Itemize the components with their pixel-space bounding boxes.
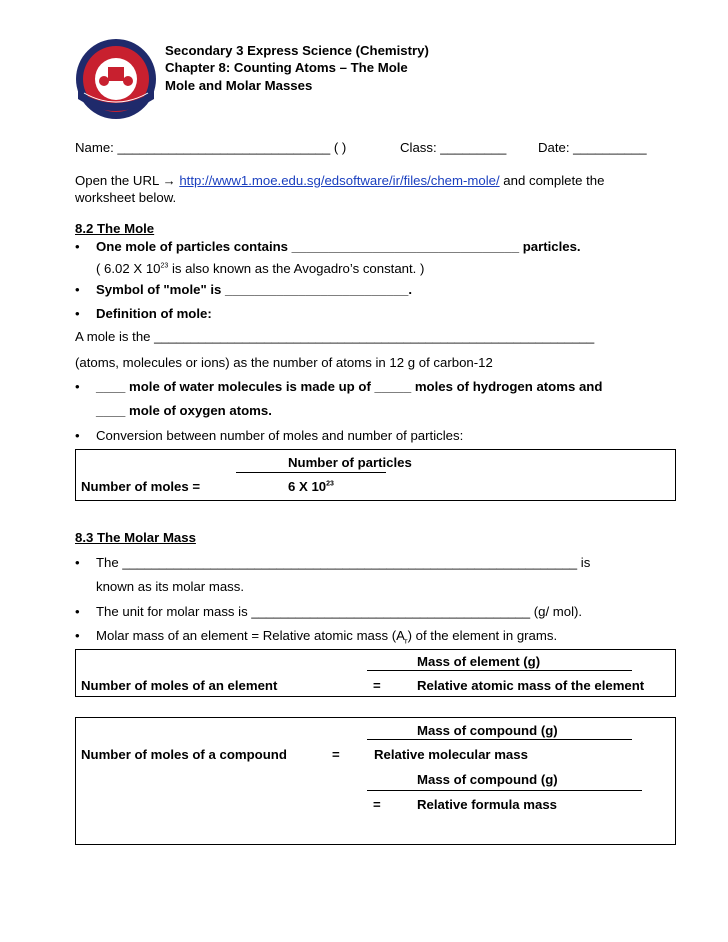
section-heading-8-3: 8.3 The Molar Mass	[75, 530, 196, 545]
bullet-icon: •	[75, 604, 80, 619]
class-field[interactable]: Class: _________	[400, 140, 507, 155]
compound-formula-lhs: Number of moles of a compound	[81, 747, 287, 762]
formula-denominator-exponent: 23	[326, 480, 334, 488]
element-molar-mass-text: Molar mass of an element = Relative atomic mass (A	[96, 628, 405, 643]
header-title-1: Secondary 3 Express Science (Chemistry)	[165, 43, 429, 58]
fraction-bar	[367, 739, 632, 740]
element-molar-mass-line	[96, 628, 557, 646]
mole-particles-line: One mole of particles contains _______________________________ particles.	[96, 239, 581, 254]
definition-line-2: (atoms, molecules or ions) as the number of atoms in 12 g of carbon-12	[75, 355, 493, 370]
avogadro-exponent: 23	[160, 262, 169, 270]
element-formula-numerator: Mass of element (g)	[417, 654, 541, 669]
school-logo	[72, 37, 160, 123]
fraction-bar	[236, 472, 386, 473]
arrow-icon: →	[162, 173, 176, 188]
fraction-bar	[367, 670, 632, 671]
avogadro-note-tail: is also known as the Avogadro’s constant. )	[168, 261, 425, 276]
definition-heading: Definition of mole:	[96, 306, 212, 321]
compound-formula-denominator-1: Relative molecular mass	[374, 747, 528, 762]
compound-formula-numerator-1: Mass of compound (g)	[417, 723, 558, 738]
avogadro-note	[96, 261, 424, 276]
compound-formula-equals-2: =	[373, 797, 381, 812]
intro-suffix: and complete the	[499, 173, 605, 188]
formula-denominator-text: 6 X 10	[288, 479, 327, 494]
compound-formula-denominator-2: Relative formula mass	[417, 797, 557, 812]
element-formula-denominator: Relative atomic mass of the element	[417, 678, 645, 693]
bullet-icon: •	[75, 628, 80, 643]
mole-symbol-line: Symbol of "mole" is _________________________.	[96, 282, 413, 297]
bullet-icon: •	[75, 239, 80, 254]
moles-particles-formula-box	[75, 449, 676, 501]
compound-formula-numerator-2: Mass of compound (g)	[417, 772, 558, 787]
ar-subscript: r	[404, 636, 408, 646]
element-moles-formula-box	[75, 649, 676, 697]
section-heading-8-2: 8.2 The Mole	[75, 221, 155, 236]
bullet-icon: •	[75, 555, 80, 570]
header-title-2: Chapter 8: Counting Atoms – The Mole	[165, 60, 408, 75]
molar-mass-unit-line	[96, 604, 582, 619]
element-molar-mass-tail: ) of the element in grams.	[407, 628, 558, 643]
intro-prefix: Open the URL	[75, 173, 163, 188]
intro-line-2: worksheet below.	[75, 190, 177, 205]
element-formula-equals: =	[373, 678, 381, 693]
avogadro-note-text: ( 6.02 X 10	[96, 261, 161, 276]
worksheet-link[interactable]: http://www1.moe.edu.sg/edsoftware/ir/files/chem-mole/	[179, 173, 500, 188]
bullet-icon: •	[75, 282, 80, 297]
formula-lhs: Number of moles =	[81, 479, 201, 494]
bullet-icon: •	[75, 428, 80, 443]
name-field[interactable]: Name: _____________________________ ( )	[75, 140, 347, 155]
bullet-icon: •	[75, 306, 80, 321]
definition-line-1: A mole is the ____________________________________________________________	[75, 329, 595, 344]
formula-denominator	[288, 479, 334, 494]
compound-moles-formula-box	[75, 717, 676, 845]
header-title-3: Mole and Molar Masses	[165, 78, 313, 93]
molar-mass-line-2: known as its molar mass.	[96, 579, 245, 594]
element-formula-lhs: Number of moles of an element	[81, 678, 278, 693]
molar-mass-line-1: The ______________________________________________________________ is	[96, 555, 591, 570]
date-field[interactable]: Date: __________	[538, 140, 647, 155]
water-moles-line-1: ____ mole of water molecules is made up of _____ moles of hydrogen atoms and	[96, 379, 603, 394]
molar-mass-unit-text: The unit for molar mass is ______________________________________ (g/ mol).	[96, 604, 583, 619]
intro-line	[75, 173, 604, 188]
water-moles-line-2: ____ mole of oxygen atoms.	[96, 403, 272, 418]
compound-formula-equals: =	[332, 747, 340, 762]
formula-numerator: Number of particles	[288, 455, 412, 470]
conversion-line: Conversion between number of moles and number of particles:	[96, 428, 464, 443]
bullet-icon: •	[75, 379, 80, 394]
fraction-bar	[367, 790, 642, 791]
